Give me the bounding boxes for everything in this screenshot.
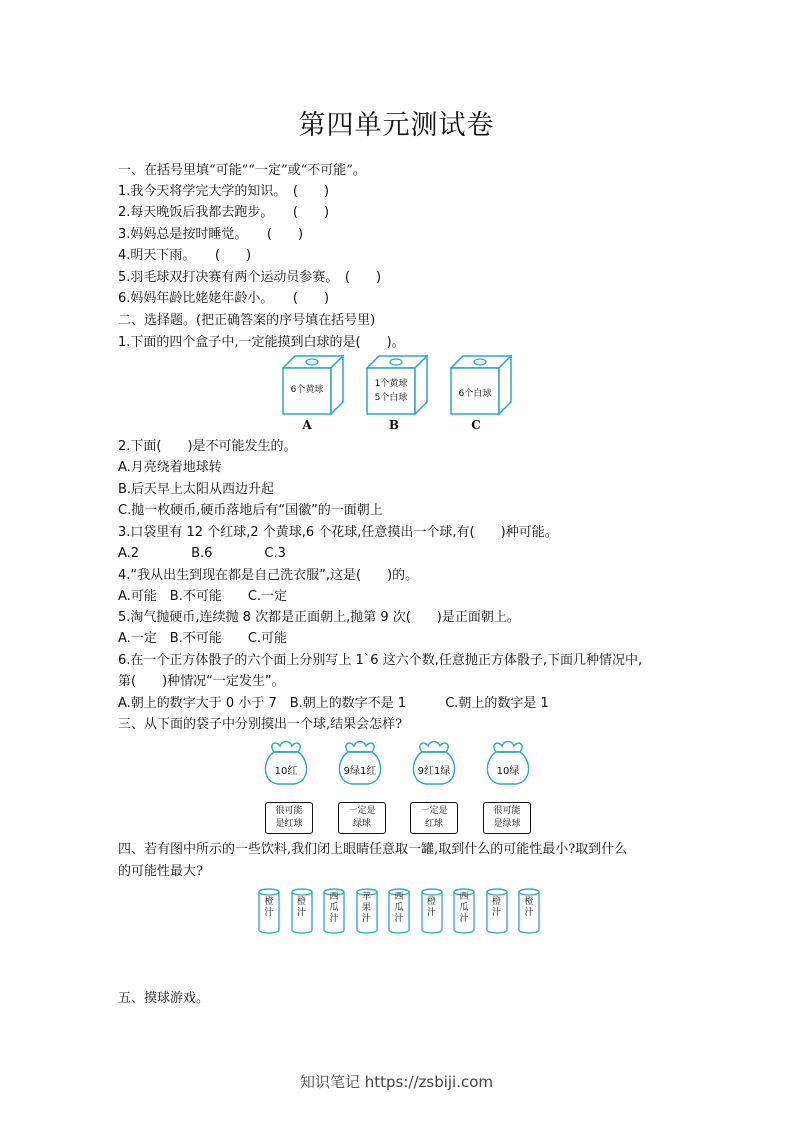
can-label: 西瓜汁	[394, 892, 404, 924]
card-1-line1: 很可能	[275, 806, 303, 816]
box-a	[282, 354, 344, 416]
card-3-line1: 一定是	[420, 806, 448, 816]
card-2-line1: 一定是	[348, 806, 376, 816]
card-2-line2: 绿球	[352, 819, 371, 829]
section2-q1: 1.下面的四个盒子中,一定能摸到白球的是( )。	[118, 335, 405, 350]
drink-can	[323, 888, 345, 934]
can-label: 西瓜汁	[459, 892, 469, 924]
section3-heading: 三、从下面的袋子中分别摸出一个球,结果会怎样?	[118, 717, 403, 732]
box-a-label: 6个黄球	[290, 385, 324, 395]
section2-q6-options: A.朝上的数字大于 0 小于 7 B.朝上的数字不是 1 C.朝上的数字是 1	[118, 696, 549, 711]
section2-heading: 二、选择题。(把正确答案的序号填在括号里)	[118, 313, 376, 328]
card-4-line1: 很可能	[493, 806, 521, 816]
section1-item-5: 5.羽毛球双打决赛有两个运动员参赛。 ( )	[118, 270, 382, 285]
box-c	[450, 354, 512, 416]
section2-q6-line1: 6.在一个正方体骰子的六个面上分别写上 1`6 这六个数,任意抛正方体骰子,下面几种情况中,	[118, 653, 643, 668]
section2-q3: 3.口袋里有 12 个红球,2 个黄球,6 个花球,任意摸出一个球,有( )种可能。	[118, 525, 558, 540]
drink-can	[388, 888, 410, 934]
can-label: 橙汁	[491, 897, 501, 918]
can-label: 橙汁	[524, 897, 534, 918]
can-label: 橙汁	[296, 897, 306, 918]
section4-line2: 的可能性最大?	[118, 864, 203, 879]
section1-item-6: 6.妈妈年龄比姥姥年龄小。 ( )	[118, 291, 330, 306]
section2-q2-option-c: C.抛一枚硬币,硬币落地后有“国徽”的一面朝上	[118, 503, 383, 518]
section2-q4-options: A.可能 B.不可能 C.一定	[118, 589, 288, 604]
section2-q3-options: A.2 B.6 C.3	[118, 546, 286, 561]
box-b-label-2: 5个白球	[374, 393, 408, 403]
can-label: 西瓜汁	[329, 892, 339, 924]
bag-3	[408, 738, 460, 786]
section2-q5-options: A.一定 B.不可能 C.可能	[118, 631, 288, 646]
can-label: 橙汁	[426, 897, 436, 918]
drink-can	[356, 888, 378, 934]
section2-q2: 2.下面( )是不可能发生的。	[118, 439, 297, 454]
footer-watermark: 知识笔记 https://zsbiji.com	[299, 1073, 494, 1091]
can-label: 苹果汁	[361, 892, 371, 924]
box-c-letter: C	[471, 418, 481, 432]
section1-item-4: 4.明天下雨。 ( )	[118, 248, 252, 263]
card-1	[265, 802, 313, 834]
box-b-label-1: 1个黄球	[374, 379, 408, 389]
section4-line1: 四、若有图中所示的一些饮料,我们闭上眼睛任意取一罐,取到什么的可能性最小?取到什么	[118, 842, 628, 857]
bag-4	[482, 738, 534, 786]
bag-4-label: 10绿	[496, 766, 520, 777]
card-3	[410, 802, 458, 834]
can-label: 橙汁	[264, 897, 274, 918]
bag-1	[260, 738, 312, 786]
section2-q5: 5.淘气抛硬币,连续抛 8 次都是正面朝上,抛第 9 次( )是正面朝上。	[118, 610, 520, 625]
section1-item-2: 2.每天晚饭后我都去跑步。 ( )	[118, 205, 330, 220]
box-a-letter: A	[302, 418, 312, 432]
card-1-line2: 是红球	[275, 819, 303, 829]
card-4	[483, 802, 531, 834]
section2-q6-line2: 第( )种情况“一定发生”。	[118, 674, 285, 689]
section1-item-3: 3.妈妈总是按时睡觉。 ( )	[118, 227, 304, 242]
section2-q2-option-a: A.月亮绕着地球转	[118, 460, 222, 475]
box-c-icon	[450, 354, 512, 416]
card-4-line2: 是绿球	[493, 819, 521, 829]
box-b	[366, 354, 428, 416]
drink-can	[486, 888, 508, 934]
drink-can	[453, 888, 475, 934]
box-c-label: 6个白球	[458, 389, 492, 399]
section1-item-1: 1.我今天将学完大学的知识。 ( )	[118, 184, 330, 199]
bag-1-label: 10红	[274, 766, 298, 777]
section2-q4: 4.“我从出生到现在都是自己洗衣服”,这是( )的。	[118, 568, 419, 583]
bag-2-label: 9绿1红	[343, 766, 377, 777]
drink-can	[518, 888, 540, 934]
box-b-letter: B	[388, 418, 400, 432]
card-2	[338, 802, 386, 834]
bag-3-label: 9红1绿	[417, 766, 451, 777]
drink-can	[258, 888, 280, 934]
drink-can	[291, 888, 313, 934]
bag-2	[334, 738, 386, 786]
card-3-line2: 红球	[424, 819, 443, 829]
drink-can	[421, 888, 443, 934]
section2-q2-option-b: B.后天早上太阳从西边升起	[118, 482, 275, 497]
section1-heading: 一、在括号里填“可能”“一定”或“不可能”。	[118, 163, 366, 178]
page-title: 第四单元测试卷	[298, 110, 495, 141]
section5-heading: 五、摸球游戏。	[118, 991, 210, 1006]
